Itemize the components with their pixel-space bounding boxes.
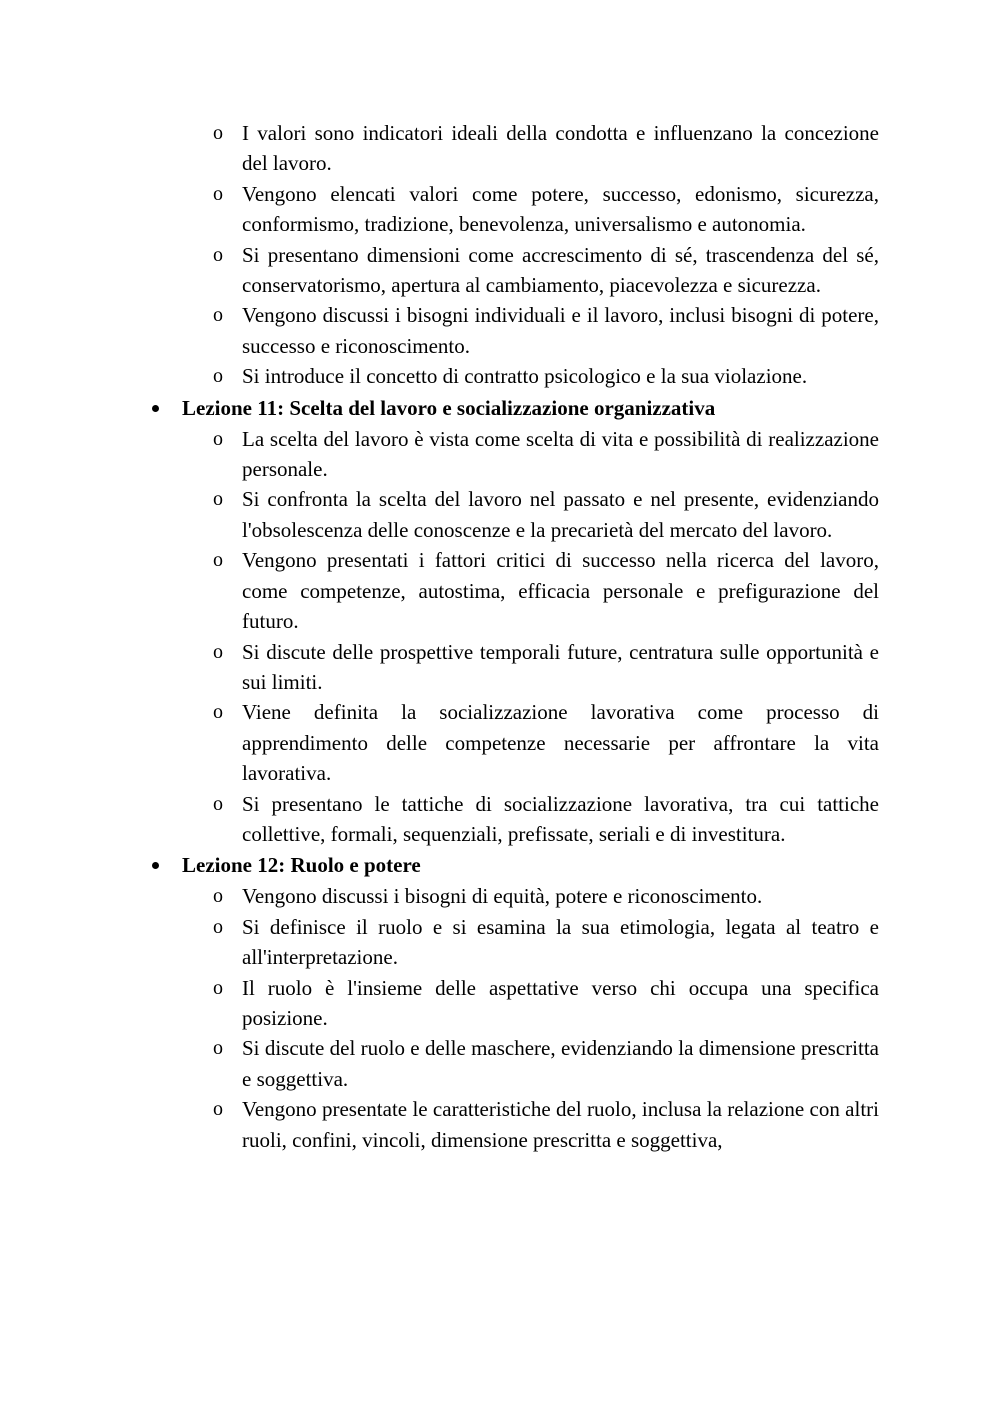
list-item — [213, 240, 879, 301]
circle-bullet-icon: o — [213, 1037, 223, 1060]
list-item — [213, 179, 879, 240]
circle-bullet-icon: o — [213, 488, 223, 511]
circle-bullet-icon: o — [213, 792, 223, 815]
list-item-text: Vengono discussi i bisogni individuali e il lavoro, inclusi bisogni di potere, successo e riconoscimento. — [242, 303, 879, 358]
list-item — [213, 118, 879, 179]
lesson-list — [0, 392, 1000, 1155]
lesson-title: Lezione 11: Scelta del lavoro e socializzazione organizzativa — [182, 395, 716, 420]
filled-bullet-icon — [152, 405, 159, 412]
list-item-text: Si presentano le tattiche di socializzazione lavorativa, tra cui tattiche collettive, formali, sequenziali, prefissate, seriali e di investitura. — [242, 791, 879, 846]
circle-bullet-icon: o — [213, 365, 223, 388]
lesson-section — [0, 849, 1000, 1155]
filled-bullet-icon — [152, 862, 159, 869]
list-item-text: Il ruolo è l'insieme delle aspettative verso chi occupa una specifica posizione. — [242, 975, 879, 1030]
list-item-text: Vengono elencati valori come potere, successo, edonismo, sicurezza, conformismo, tradizione, benevolenza, universalismo e autonomia. — [242, 181, 879, 237]
circle-bullet-icon: o — [213, 1098, 223, 1121]
lesson-heading — [182, 392, 879, 424]
continued-sublist — [0, 118, 1000, 392]
list-item-text: Si discute delle prospettive temporali future, centratura sulle opportunità e sui limiti. — [242, 639, 879, 694]
lesson-section — [0, 392, 1000, 850]
list-item-text: Viene definita la socializzazione lavorativa come processo di apprendimento delle competenze necessarie per affrontare la vita lavorativa. — [242, 700, 879, 786]
list-item-text: Vengono discussi i bisogni di equità, potere e riconoscimento. — [242, 884, 763, 909]
list-item-text: Si introduce il concetto di contratto psicologico e la sua violazione. — [242, 364, 808, 389]
list-item — [213, 697, 879, 788]
circle-bullet-icon: o — [213, 243, 223, 266]
circle-bullet-icon: o — [213, 122, 223, 144]
list-item — [213, 545, 879, 636]
list-item — [213, 881, 879, 911]
list-item-text: Si presentano dimensioni come accrescimento di sé, trascendenza del sé, conservatorismo, apertura al cambiamento, piacevolezza e sicurezza. — [242, 242, 879, 298]
list-item — [213, 912, 879, 973]
list-item-text: I valori sono indicatori ideali della condotta e influenzano la concezione del lavoro. — [242, 121, 879, 176]
document-content — [0, 118, 1000, 1155]
list-item-text: Si confronta la scelta del lavoro nel passato e nel presente, evidenziando l'obsolescenza delle conoscenze e la precarietà del mercato del lavoro. — [242, 487, 879, 542]
list-item — [213, 1094, 879, 1155]
list-item-text: Si discute del ruolo e delle maschere, evidenziando la dimensione prescritta e soggettiva. — [242, 1036, 879, 1091]
list-item — [213, 973, 879, 1034]
lesson-sublist — [0, 881, 1000, 1155]
circle-bullet-icon: o — [213, 885, 223, 908]
list-item — [213, 361, 879, 391]
circle-bullet-icon: o — [213, 549, 223, 572]
list-item — [213, 637, 879, 698]
circle-bullet-icon: o — [213, 640, 223, 663]
circle-bullet-icon: o — [213, 182, 223, 205]
lesson-heading — [182, 849, 879, 881]
circle-bullet-icon: o — [213, 427, 223, 450]
list-item — [213, 1033, 879, 1094]
lesson-title: Lezione 12: Ruolo e potere — [182, 853, 421, 878]
lesson-sublist — [0, 424, 1000, 850]
list-item-text: La scelta del lavoro è vista come scelta di vita e possibilità di realizzazione personale. — [242, 426, 879, 482]
list-item-text: Si definisce il ruolo e si esamina la sua etimologia, legata al teatro e all'interpretazione. — [242, 914, 879, 970]
list-item — [213, 789, 879, 850]
circle-bullet-icon: o — [213, 976, 223, 999]
circle-bullet-icon: o — [213, 701, 223, 724]
list-item — [213, 484, 879, 545]
circle-bullet-icon: o — [213, 915, 223, 938]
list-item — [213, 424, 879, 485]
list-item-text: Vengono presentate le caratteristiche del ruolo, inclusa la relazione con altri ruoli, confini, vincoli, dimensione prescritta e soggettiva, — [242, 1097, 879, 1152]
circle-bullet-icon: o — [213, 304, 223, 327]
list-item-text: Vengono presentati i fattori critici di successo nella ricerca del lavoro, come competenze, autostima, efficacia personale e prefigurazione del futuro. — [242, 548, 879, 634]
list-item — [213, 300, 879, 361]
